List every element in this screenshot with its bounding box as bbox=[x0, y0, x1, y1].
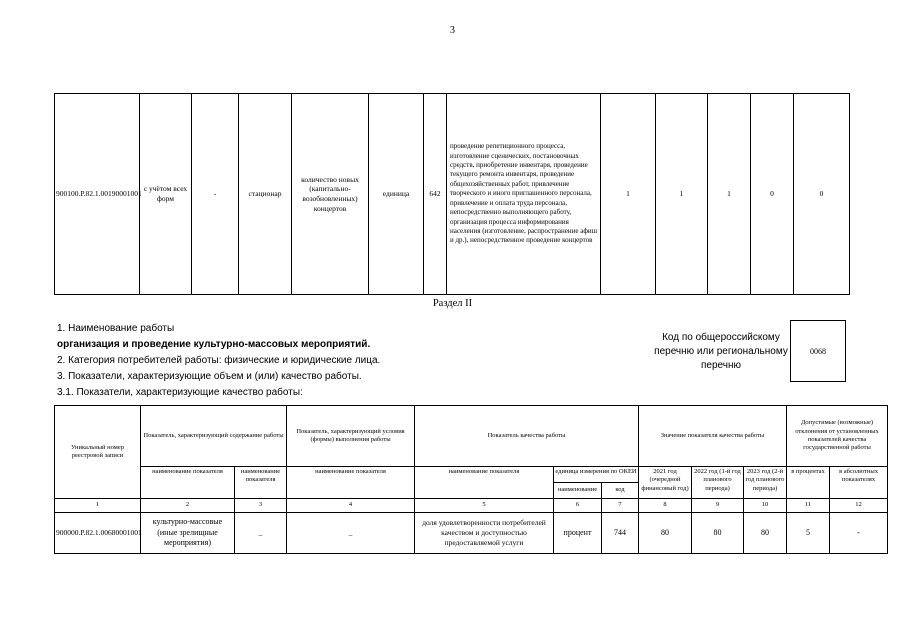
column-number: 7 bbox=[602, 499, 639, 513]
column-number: 8 bbox=[639, 499, 692, 513]
subheader-absolute: в абсолютных показателях bbox=[830, 467, 888, 499]
value-2023-cell: 80 bbox=[744, 513, 787, 554]
deviation-absolute-cell: - bbox=[830, 513, 888, 554]
okei-code-cell: 744 bbox=[602, 513, 639, 554]
header-content: Показатель, характеризующий содержание работы bbox=[141, 406, 287, 467]
deviation-percent-cell: 5 bbox=[787, 513, 830, 554]
registry-code: 900100.Р.82.1.00190001001 bbox=[55, 94, 140, 295]
dash-cell: - bbox=[192, 94, 239, 295]
column-number: 3 bbox=[235, 499, 287, 513]
column-number: 12 bbox=[830, 499, 888, 513]
value-2021-cell: 80 bbox=[639, 513, 692, 554]
category-cell: с учётом всех форм bbox=[140, 94, 192, 295]
subheader-2023: 2023 год (2-й год планового периода) bbox=[744, 467, 787, 499]
quality-indicators-heading: 3.1. Показатели, характеризующие качество работы: bbox=[57, 387, 303, 398]
work-description-cell: проведение репетиционного процесса, изготовление сценических, постановочных средств, приобретение инвентаря, проведение текущего ремонта инвентаря, проведение общехозяйственных работ, привлечение творческого и иного приглашенного персонала, привлечение и оплата труда персонала, непосредственно выполняющего работу, организация процесса информирования населения (изготовление, распространение афиш и др.), непосредственное проведение концертов bbox=[447, 94, 601, 295]
subheader-unit-okei: единица измерения по ОКЕИ bbox=[554, 467, 639, 483]
column-number: 1 bbox=[55, 499, 141, 513]
value-2021-cell: 1 bbox=[601, 94, 656, 295]
work-name: организация и проведение культурно-массовых мероприятий. bbox=[57, 339, 371, 350]
page-number: 3 bbox=[450, 25, 455, 36]
okei-cell: 642 bbox=[424, 94, 447, 295]
work-info bbox=[57, 321, 380, 401]
column-number: 5 bbox=[415, 499, 554, 513]
subheader-unit-code: код bbox=[602, 483, 639, 499]
dash-cell: _ bbox=[287, 513, 415, 554]
work-volume-table bbox=[54, 93, 850, 295]
table-row bbox=[55, 94, 850, 295]
unit-cell: процент bbox=[554, 513, 602, 554]
column-number: 2 bbox=[141, 499, 235, 513]
value-2022-cell: 80 bbox=[692, 513, 744, 554]
indicators-heading: 3. Показатели, характеризующие объем и (или) качество работы. bbox=[57, 371, 362, 382]
consumer-category: 2. Категория потребителей работы: физические и юридические лица. bbox=[57, 355, 381, 366]
value-2023-cell: 1 bbox=[708, 94, 751, 295]
header-quality: Показатель качества работы bbox=[415, 406, 639, 467]
subheader-indicator-name: наименование показателя bbox=[235, 467, 287, 499]
subheader-2022: 2022 год (1-й год планового периода) bbox=[692, 467, 744, 499]
header-conditions: Показатель, характеризующий условия (формы) выполнения работы bbox=[287, 406, 415, 467]
content-cell: культурно-массовые (иные зрелищные мероприятия) bbox=[141, 513, 235, 554]
column-number: 9 bbox=[692, 499, 744, 513]
column-numbers-row bbox=[55, 499, 888, 513]
column-number: 10 bbox=[744, 499, 787, 513]
header-values: Значение показателя качества работы bbox=[639, 406, 787, 467]
column-number: 11 bbox=[787, 499, 830, 513]
dash-cell: _ bbox=[235, 513, 287, 554]
value-2022-cell: 1 bbox=[656, 94, 708, 295]
subheader-2021: 2021 год (очередной финансовый год) bbox=[639, 467, 692, 499]
subheader-row bbox=[55, 467, 888, 483]
section-title: Раздел II bbox=[432, 298, 473, 309]
subheader-percent: в процентах bbox=[787, 467, 830, 499]
column-number: 4 bbox=[287, 499, 415, 513]
work-name-label: 1. Наименование работы bbox=[57, 323, 175, 334]
column-number: 6 bbox=[554, 499, 602, 513]
registry-code: 900000.Р.82.1.00680001001 bbox=[55, 513, 141, 554]
subheader-indicator-name: наименование показателя bbox=[141, 467, 235, 499]
form-cell: стационар bbox=[239, 94, 292, 295]
deviation-absolute-cell: 0 bbox=[794, 94, 850, 295]
header-deviations: Допустимые (возможные) отклонения от установленных показателей качества государственной работы bbox=[787, 406, 888, 467]
table-row bbox=[55, 513, 888, 554]
okved-code: 0068 bbox=[790, 320, 846, 382]
subheader-indicator-name: наименование показателя bbox=[415, 467, 554, 499]
subheader-unit-name: наименование bbox=[554, 483, 602, 499]
indicator-cell: количество новых (капитально-возобновленных) концертов bbox=[292, 94, 369, 295]
deviation-percent-cell: 0 bbox=[751, 94, 794, 295]
indicator-cell: доля удовлетворенности потребителей качеством и доступностью предоставляемой услуги bbox=[415, 513, 554, 554]
work-quality-table bbox=[54, 405, 888, 554]
header-unique-number: Уникальный номер реестровой записи bbox=[55, 406, 141, 499]
okved-label: Код по общероссийскому перечню или региональному перечню bbox=[654, 332, 788, 371]
subheader-indicator-name: наименование показателя bbox=[287, 467, 415, 499]
unit-cell: единица bbox=[369, 94, 424, 295]
header-row bbox=[55, 406, 888, 467]
